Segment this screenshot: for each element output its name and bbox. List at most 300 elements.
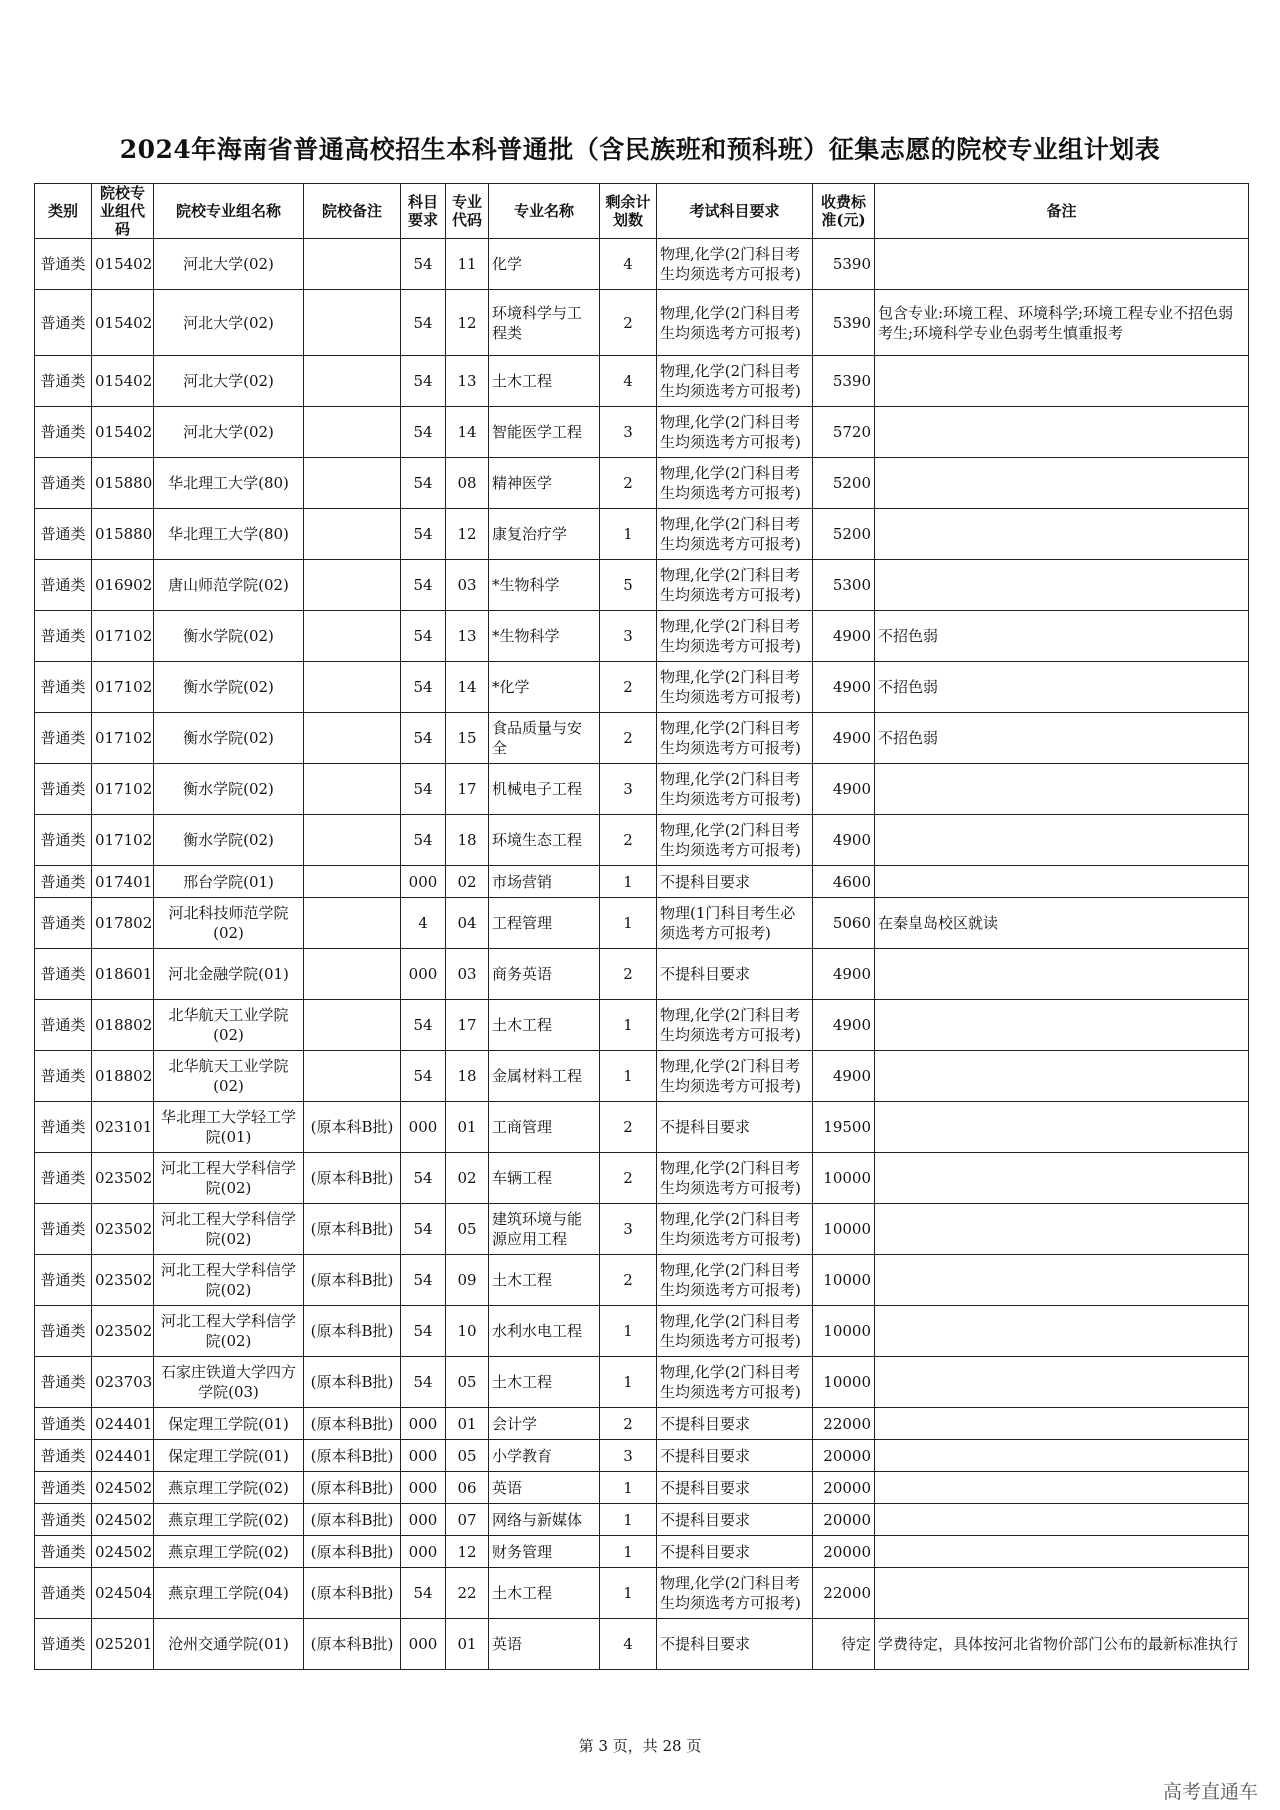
exam-req-text: 不提科目要求: [660, 1414, 751, 1433]
cell-major-code: 03: [446, 560, 489, 611]
cell-remark: [875, 1357, 1249, 1408]
exam-req-text: 物理,化学(2门科目考生均须选考方可报考): [660, 1574, 801, 1612]
exam-req-text: 物理,化学(2门科目考生均须选考方可报考): [660, 362, 801, 400]
cell-school-note: [304, 611, 401, 662]
cell-fee: 5390: [813, 356, 875, 407]
cell-exam-req: [657, 1440, 813, 1472]
cell-fee: 4900: [813, 713, 875, 764]
cell-school-note: [304, 290, 401, 356]
cell-school-note: (原本科B批): [304, 1504, 401, 1536]
cell-school-note: [304, 949, 401, 1000]
cell-school-note: (原本科B批): [304, 1357, 401, 1408]
exam-req-text: 物理,化学(2门科目考生均须选考方可报考): [660, 1057, 801, 1095]
cell-subject-req: 54: [401, 1568, 446, 1619]
cell-remaining: 2: [600, 1255, 657, 1306]
cell-remaining: 2: [600, 290, 657, 356]
cell-fee: 20000: [813, 1536, 875, 1568]
cell-remaining: 2: [600, 1102, 657, 1153]
cell-school-note: [304, 239, 401, 290]
cell-category: 普通类: [35, 713, 92, 764]
cell-category: 普通类: [35, 1472, 92, 1504]
cell-exam-req: [657, 1536, 813, 1568]
cell-major-name: 精神医学: [489, 458, 600, 509]
table-row: [35, 1536, 1249, 1568]
cell-group-code: 024504: [92, 1568, 154, 1619]
cell-subject-req: 54: [401, 611, 446, 662]
cell-subject-req: 54: [401, 1051, 446, 1102]
cell-major-name: 车辆工程: [489, 1153, 600, 1204]
cell-school-note: [304, 898, 401, 949]
exam-req-text: 不提科目要求: [660, 1118, 751, 1136]
table-body: [35, 239, 1249, 1670]
cell-school-note: [304, 713, 401, 764]
cell-subject-req: 000: [401, 1619, 446, 1670]
cell-remaining: 1: [600, 1536, 657, 1568]
cell-subject-req: 000: [401, 1102, 446, 1153]
cell-major-name: 英语: [489, 1619, 600, 1670]
cell-major-code: 01: [446, 1619, 489, 1670]
cell-major-name: 康复治疗学: [489, 509, 600, 560]
cell-remark: [875, 764, 1249, 815]
cell-fee: 5390: [813, 290, 875, 356]
cell-fee: 5060: [813, 898, 875, 949]
cell-exam-req: [657, 239, 813, 290]
cell-exam-req: [657, 866, 813, 898]
header-remaining: 剩余计划数: [600, 184, 657, 239]
cell-remark: [875, 509, 1249, 560]
cell-group-name: 河北大学(02): [154, 356, 304, 407]
table-row: [35, 949, 1249, 1000]
cell-remark: 不招色弱: [875, 611, 1249, 662]
cell-remark: 不招色弱: [875, 662, 1249, 713]
exam-req-text: 物理,化学(2门科目考生均须选考方可报考): [660, 1363, 801, 1401]
cell-major-code: 02: [446, 1153, 489, 1204]
cell-group-code: 017401: [92, 866, 154, 898]
table-row: [35, 239, 1249, 290]
cell-remaining: 1: [600, 1472, 657, 1504]
table-row: [35, 764, 1249, 815]
cell-fee: 10000: [813, 1306, 875, 1357]
cell-group-name: 华北理工大学(80): [154, 458, 304, 509]
cell-school-note: (原本科B批): [304, 1472, 401, 1504]
cell-category: 普通类: [35, 1408, 92, 1440]
cell-group-code: 015402: [92, 407, 154, 458]
cell-group-code: 023502: [92, 1204, 154, 1255]
cell-school-note: (原本科B批): [304, 1536, 401, 1568]
table-row: [35, 356, 1249, 407]
cell-group-code: 017102: [92, 611, 154, 662]
cell-subject-req: 54: [401, 713, 446, 764]
cell-group-name: 保定理工学院(01): [154, 1440, 304, 1472]
exam-req-text: 物理,化学(2门科目考生均须选考方可报考): [660, 821, 801, 859]
cell-major-code: 15: [446, 713, 489, 764]
cell-remark: [875, 1568, 1249, 1619]
cell-group-name: 衡水学院(02): [154, 815, 304, 866]
cell-group-name: 沧州交通学院(01): [154, 1619, 304, 1670]
cell-exam-req: [657, 1153, 813, 1204]
exam-req-text: 物理,化学(2门科目考生均须选考方可报考): [660, 303, 801, 342]
cell-category: 普通类: [35, 407, 92, 458]
cell-category: 普通类: [35, 764, 92, 815]
cell-remark: [875, 458, 1249, 509]
cell-category: 普通类: [35, 1153, 92, 1204]
cell-remaining: 1: [600, 898, 657, 949]
cell-remark: [875, 1204, 1249, 1255]
cell-fee: 5720: [813, 407, 875, 458]
exam-req-text: 物理,化学(2门科目考生均须选考方可报考): [660, 413, 801, 451]
cell-school-note: (原本科B批): [304, 1440, 401, 1472]
exam-req-text: 物理,化学(2门科目考生均须选考方可报考): [660, 566, 801, 604]
cell-remaining: 3: [600, 611, 657, 662]
cell-remark: [875, 1255, 1249, 1306]
exam-req-text: 物理,化学(2门科目考生均须选考方可报考): [660, 1006, 801, 1044]
cell-group-code: 018802: [92, 1051, 154, 1102]
cell-exam-req: [657, 1306, 813, 1357]
header-fee: 收费标准(元): [813, 184, 875, 239]
table-row: [35, 1357, 1249, 1408]
cell-remaining: 2: [600, 713, 657, 764]
cell-major-code: 22: [446, 1568, 489, 1619]
cell-group-code: 023502: [92, 1153, 154, 1204]
cell-major-name: 财务管理: [489, 1536, 600, 1568]
cell-fee: 待定: [813, 1619, 875, 1670]
cell-exam-req: [657, 1357, 813, 1408]
table-row: [35, 1440, 1249, 1472]
cell-group-name: 华北理工大学轻工学院(01): [154, 1102, 304, 1153]
cell-group-name: 河北工程大学科信学院(02): [154, 1204, 304, 1255]
cell-group-code: 023703: [92, 1357, 154, 1408]
header-category: 类别: [35, 184, 92, 239]
exam-req-text: 物理,化学(2门科目考生均须选考方可报考): [660, 668, 801, 706]
cell-group-code: 025201: [92, 1619, 154, 1670]
header-subject-req: 科目要求: [401, 184, 446, 239]
header-school-note: 院校备注: [304, 184, 401, 239]
cell-remark: [875, 1504, 1249, 1536]
exam-req-text: 不提科目要求: [660, 1446, 751, 1465]
cell-major-name: 环境科学与工程类: [489, 290, 600, 356]
cell-subject-req: 54: [401, 458, 446, 509]
cell-fee: 4900: [813, 662, 875, 713]
table-row: [35, 1102, 1249, 1153]
cell-major-code: 09: [446, 1255, 489, 1306]
cell-exam-req: [657, 764, 813, 815]
cell-remaining: 1: [600, 509, 657, 560]
cell-major-code: 13: [446, 611, 489, 662]
cell-group-name: 石家庄铁道大学四方学院(03): [154, 1357, 304, 1408]
cell-subject-req: 54: [401, 662, 446, 713]
cell-category: 普通类: [35, 290, 92, 356]
cell-group-code: 023101: [92, 1102, 154, 1153]
cell-category: 普通类: [35, 898, 92, 949]
cell-category: 普通类: [35, 1051, 92, 1102]
cell-category: 普通类: [35, 239, 92, 290]
cell-remaining: 2: [600, 815, 657, 866]
cell-category: 普通类: [35, 1357, 92, 1408]
cell-major-name: 会计学: [489, 1408, 600, 1440]
table-row: [35, 1472, 1249, 1504]
cell-major-name: 智能医学工程: [489, 407, 600, 458]
cell-remark: [875, 1536, 1249, 1568]
cell-major-code: 07: [446, 1504, 489, 1536]
cell-school-note: [304, 560, 401, 611]
cell-major-code: 04: [446, 898, 489, 949]
cell-group-name: 燕京理工学院(02): [154, 1536, 304, 1568]
table-row: [35, 458, 1249, 509]
cell-group-name: 燕京理工学院(02): [154, 1472, 304, 1504]
cell-subject-req: 000: [401, 1536, 446, 1568]
cell-major-code: 12: [446, 1536, 489, 1568]
cell-exam-req: [657, 407, 813, 458]
cell-group-code: 018802: [92, 1000, 154, 1051]
cell-school-note: [304, 356, 401, 407]
cell-major-name: 土木工程: [489, 1000, 600, 1051]
cell-remark: [875, 815, 1249, 866]
cell-school-note: [304, 407, 401, 458]
cell-remaining: 2: [600, 662, 657, 713]
cell-major-name: 水利水电工程: [489, 1306, 600, 1357]
plan-table: [34, 183, 1249, 1670]
cell-major-code: 14: [446, 407, 489, 458]
cell-category: 普通类: [35, 1204, 92, 1255]
cell-major-name: 食品质量与安全: [489, 713, 600, 764]
cell-remark: 学费待定，具体按河北省物价部门公布的最新标准执行: [875, 1619, 1249, 1670]
document-title: 2024年海南省普通高校招生本科普通批（含民族班和预科班）征集志愿的院校专业组计划表: [119, 135, 1161, 164]
cell-major-name: 市场营销: [489, 866, 600, 898]
cell-category: 普通类: [35, 1440, 92, 1472]
cell-group-code: 018601: [92, 949, 154, 1000]
table-row: [35, 1408, 1249, 1440]
cell-group-name: 衡水学院(02): [154, 713, 304, 764]
header-major-code: 专业代码: [446, 184, 489, 239]
cell-fee: 4900: [813, 949, 875, 1000]
cell-fee: 20000: [813, 1440, 875, 1472]
cell-fee: 10000: [813, 1357, 875, 1408]
cell-subject-req: 54: [401, 1306, 446, 1357]
table-row: [35, 815, 1249, 866]
cell-major-name: 土木工程: [489, 356, 600, 407]
cell-category: 普通类: [35, 1000, 92, 1051]
cell-major-code: 05: [446, 1204, 489, 1255]
cell-major-code: 12: [446, 290, 489, 356]
cell-group-name: 衡水学院(02): [154, 611, 304, 662]
cell-fee: 4900: [813, 815, 875, 866]
cell-remark: 在秦皇岛校区就读: [875, 898, 1249, 949]
cell-exam-req: [657, 611, 813, 662]
table-row: [35, 560, 1249, 611]
cell-major-code: 17: [446, 1000, 489, 1051]
cell-fee: 20000: [813, 1472, 875, 1504]
cell-major-name: *生物科学: [489, 611, 600, 662]
cell-school-note: [304, 509, 401, 560]
exam-req-text: 不提科目要求: [660, 1510, 751, 1529]
cell-group-name: 唐山师范学院(02): [154, 560, 304, 611]
cell-remark: [875, 356, 1249, 407]
cell-category: 普通类: [35, 1536, 92, 1568]
cell-exam-req: [657, 1408, 813, 1440]
cell-major-name: 工程管理: [489, 898, 600, 949]
cell-subject-req: 54: [401, 1357, 446, 1408]
cell-remark: [875, 1051, 1249, 1102]
cell-remark: [875, 407, 1249, 458]
table-row: [35, 898, 1249, 949]
cell-group-name: 河北科技师范学院(02): [154, 898, 304, 949]
cell-remaining: 4: [600, 356, 657, 407]
table-row: [35, 611, 1249, 662]
table-header-row: [35, 184, 1249, 239]
cell-school-note: (原本科B批): [304, 1204, 401, 1255]
cell-major-code: 05: [446, 1357, 489, 1408]
cell-major-code: 05: [446, 1440, 489, 1472]
cell-major-code: 06: [446, 1472, 489, 1504]
cell-fee: 22000: [813, 1568, 875, 1619]
cell-exam-req: [657, 356, 813, 407]
cell-exam-req: [657, 898, 813, 949]
cell-school-note: [304, 1000, 401, 1051]
cell-remaining: 1: [600, 1306, 657, 1357]
cell-group-name: 衡水学院(02): [154, 662, 304, 713]
table-row: [35, 1619, 1249, 1670]
cell-major-name: *化学: [489, 662, 600, 713]
cell-school-note: [304, 662, 401, 713]
cell-group-code: 024502: [92, 1472, 154, 1504]
cell-exam-req: [657, 458, 813, 509]
exam-req-text: 不提科目要求: [660, 1542, 751, 1561]
table-row: [35, 1306, 1249, 1357]
cell-subject-req: 54: [401, 815, 446, 866]
cell-group-code: 017102: [92, 662, 154, 713]
cell-remark: 不招色弱: [875, 713, 1249, 764]
cell-major-name: 机械电子工程: [489, 764, 600, 815]
exam-req-text: 物理,化学(2门科目考生均须选考方可报考): [660, 770, 801, 808]
cell-fee: 10000: [813, 1255, 875, 1306]
cell-major-name: 网络与新媒体: [489, 1504, 600, 1536]
cell-group-name: 北华航天工业学院(02): [154, 1051, 304, 1102]
table-row: [35, 1153, 1249, 1204]
cell-major-name: 小学教育: [489, 1440, 600, 1472]
exam-req-text: 物理,化学(2门科目考生均须选考方可报考): [660, 515, 801, 553]
cell-subject-req: 000: [401, 1472, 446, 1504]
cell-category: 普通类: [35, 1504, 92, 1536]
cell-subject-req: 000: [401, 866, 446, 898]
cell-major-name: 环境生态工程: [489, 815, 600, 866]
cell-group-code: 023502: [92, 1255, 154, 1306]
table-row: [35, 713, 1249, 764]
cell-exam-req: [657, 1255, 813, 1306]
cell-group-name: 河北工程大学科信学院(02): [154, 1153, 304, 1204]
cell-subject-req: 54: [401, 290, 446, 356]
cell-fee: 4900: [813, 611, 875, 662]
cell-school-note: [304, 458, 401, 509]
cell-group-code: 015402: [92, 356, 154, 407]
cell-fee: 5200: [813, 458, 875, 509]
cell-group-code: 017802: [92, 898, 154, 949]
exam-req-text: 物理,化学(2门科目考生均须选考方可报考): [660, 464, 801, 502]
cell-group-name: 河北金融学院(01): [154, 949, 304, 1000]
cell-group-name: 邢台学院(01): [154, 866, 304, 898]
cell-group-code: 016902: [92, 560, 154, 611]
header-exam-req: 考试科目要求: [657, 184, 813, 239]
cell-exam-req: [657, 1051, 813, 1102]
cell-exam-req: [657, 1204, 813, 1255]
table-row: [35, 866, 1249, 898]
cell-group-code: 024401: [92, 1408, 154, 1440]
cell-category: 普通类: [35, 1255, 92, 1306]
cell-exam-req: [657, 560, 813, 611]
exam-req-text: 不提科目要求: [660, 872, 751, 891]
cell-major-code: 13: [446, 356, 489, 407]
cell-remaining: 4: [600, 1619, 657, 1670]
cell-exam-req: [657, 1472, 813, 1504]
cell-major-name: 土木工程: [489, 1357, 600, 1408]
header-group-code: 院校专业组代码: [92, 184, 154, 239]
cell-subject-req: 54: [401, 356, 446, 407]
cell-subject-req: 54: [401, 239, 446, 290]
cell-major-name: 土木工程: [489, 1255, 600, 1306]
cell-remaining: 4: [600, 239, 657, 290]
cell-remaining: 1: [600, 866, 657, 898]
exam-req-text: 不提科目要求: [660, 1478, 751, 1497]
cell-fee: 4600: [813, 866, 875, 898]
cell-major-code: 18: [446, 1051, 489, 1102]
cell-subject-req: 54: [401, 1255, 446, 1306]
cell-group-code: 017102: [92, 713, 154, 764]
cell-remaining: 1: [600, 1504, 657, 1536]
cell-remark: [875, 1472, 1249, 1504]
cell-exam-req: [657, 1102, 813, 1153]
page-number: 第 3 页，共 28 页: [578, 1737, 702, 1755]
cell-group-name: 燕京理工学院(04): [154, 1568, 304, 1619]
cell-subject-req: 54: [401, 1153, 446, 1204]
cell-group-name: 燕京理工学院(02): [154, 1504, 304, 1536]
table-row: [35, 1000, 1249, 1051]
cell-school-note: (原本科B批): [304, 1619, 401, 1670]
cell-fee: 4900: [813, 764, 875, 815]
cell-group-name: 华北理工大学(80): [154, 509, 304, 560]
cell-group-code: 015880: [92, 509, 154, 560]
cell-remark: [875, 560, 1249, 611]
exam-req-text: 物理,化学(2门科目考生均须选考方可报考): [660, 719, 801, 757]
cell-fee: 10000: [813, 1153, 875, 1204]
cell-group-name: 河北工程大学科信学院(02): [154, 1255, 304, 1306]
exam-req-text: 物理,化学(2门科目考生均须选考方可报考): [660, 617, 801, 655]
table-row: [35, 1204, 1249, 1255]
cell-remark: [875, 1102, 1249, 1153]
cell-category: 普通类: [35, 815, 92, 866]
cell-major-code: 18: [446, 815, 489, 866]
cell-remark: [875, 949, 1249, 1000]
cell-school-note: (原本科B批): [304, 1408, 401, 1440]
table-row: [35, 662, 1249, 713]
cell-category: 普通类: [35, 611, 92, 662]
cell-major-code: 01: [446, 1408, 489, 1440]
cell-exam-req: [657, 290, 813, 356]
cell-major-code: 12: [446, 509, 489, 560]
table-row: [35, 1051, 1249, 1102]
cell-subject-req: 54: [401, 509, 446, 560]
cell-subject-req: 54: [401, 560, 446, 611]
cell-remark: [875, 1306, 1249, 1357]
cell-school-note: [304, 1051, 401, 1102]
cell-group-name: 河北大学(02): [154, 239, 304, 290]
cell-fee: 10000: [813, 1204, 875, 1255]
cell-remark: 包含专业:环境工程、环境科学;环境工程专业不招色弱考生;环境科学专业色弱考生慎重报考: [875, 290, 1249, 356]
cell-school-note: [304, 866, 401, 898]
cell-category: 普通类: [35, 560, 92, 611]
cell-remaining: 1: [600, 1357, 657, 1408]
cell-category: 普通类: [35, 1568, 92, 1619]
exam-req-text: 不提科目要求: [660, 1635, 751, 1653]
cell-category: 普通类: [35, 949, 92, 1000]
